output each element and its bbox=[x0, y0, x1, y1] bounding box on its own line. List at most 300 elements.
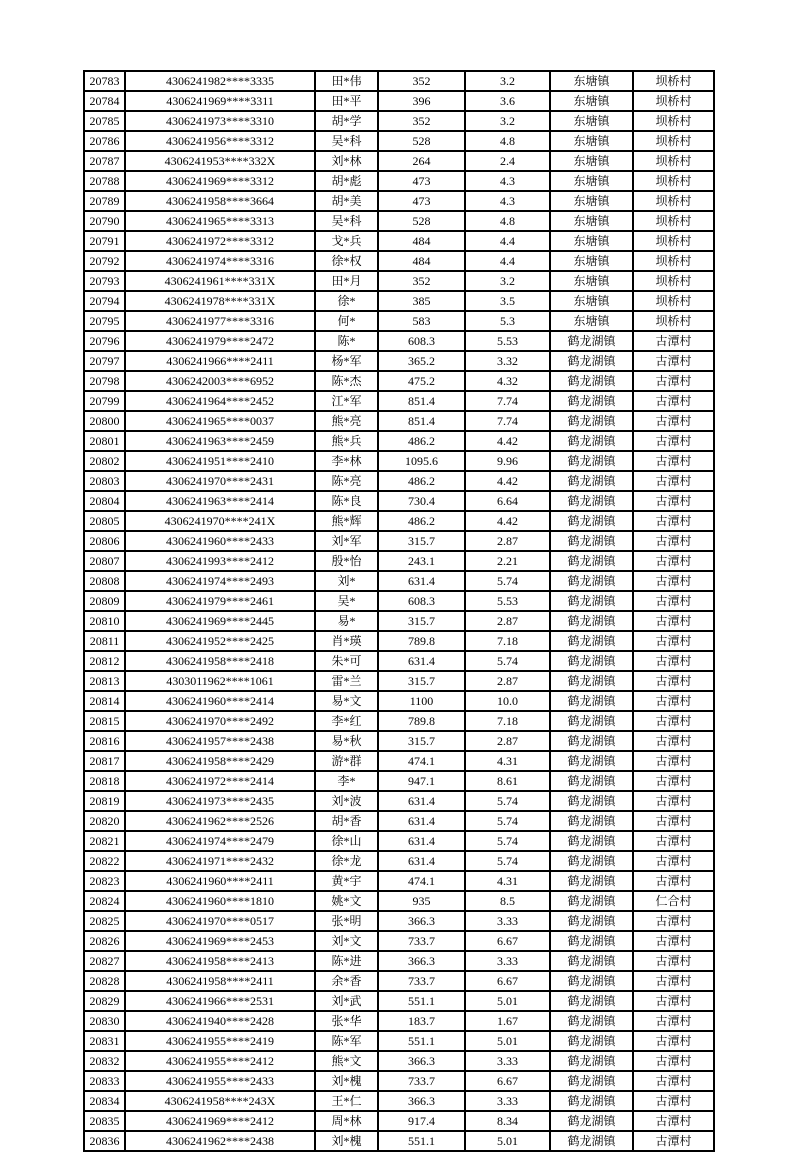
table-cell: 6.67 bbox=[465, 931, 550, 951]
table-cell: 183.7 bbox=[378, 1011, 465, 1031]
table-cell: 20786 bbox=[84, 131, 125, 151]
table-cell: 古潭村 bbox=[633, 411, 714, 431]
table-row bbox=[84, 291, 714, 311]
table-cell: 20826 bbox=[84, 931, 125, 951]
table-cell: 366.3 bbox=[378, 1091, 465, 1111]
table-cell: 733.7 bbox=[378, 1071, 465, 1091]
table-cell: 4.32 bbox=[465, 371, 550, 391]
table-cell: 东塘镇 bbox=[550, 251, 633, 271]
table-cell: 胡*香 bbox=[315, 811, 378, 831]
table-cell: 583 bbox=[378, 311, 465, 331]
table-cell: 鹤龙湖镇 bbox=[550, 751, 633, 771]
table-cell: 鹤龙湖镇 bbox=[550, 491, 633, 511]
table-cell: 4306241972****3312 bbox=[125, 231, 315, 251]
table-row bbox=[84, 851, 714, 871]
table-row bbox=[84, 871, 714, 891]
table-cell: 20811 bbox=[84, 631, 125, 651]
table-cell: 古潭村 bbox=[633, 371, 714, 391]
table-row bbox=[84, 691, 714, 711]
table-cell: 4306241974****3316 bbox=[125, 251, 315, 271]
table-cell: 鹤龙湖镇 bbox=[550, 871, 633, 891]
table-cell: 1.67 bbox=[465, 1011, 550, 1031]
table-cell: 4306241962****2438 bbox=[125, 1131, 315, 1151]
table-cell: 7.74 bbox=[465, 411, 550, 431]
table-cell: 古潭村 bbox=[633, 351, 714, 371]
table-cell: 4306241969****3311 bbox=[125, 91, 315, 111]
table-cell: 古潭村 bbox=[633, 491, 714, 511]
table-cell: 鹤龙湖镇 bbox=[550, 331, 633, 351]
table-cell: 朱*可 bbox=[315, 651, 378, 671]
table-cell: 3.32 bbox=[465, 351, 550, 371]
table-cell: 4.3 bbox=[465, 191, 550, 211]
table-cell: 20789 bbox=[84, 191, 125, 211]
table-cell: 631.4 bbox=[378, 831, 465, 851]
table-cell: 古潭村 bbox=[633, 611, 714, 631]
table-cell: 315.7 bbox=[378, 671, 465, 691]
table-cell: 古潭村 bbox=[633, 391, 714, 411]
table-cell: 20827 bbox=[84, 951, 125, 971]
table-cell: 474.1 bbox=[378, 751, 465, 771]
table-cell: 李* bbox=[315, 771, 378, 791]
table-cell: 608.3 bbox=[378, 331, 465, 351]
table-cell: 古潭村 bbox=[633, 551, 714, 571]
table-cell: 4.31 bbox=[465, 871, 550, 891]
table-cell: 陈*亮 bbox=[315, 471, 378, 491]
table-row bbox=[84, 1011, 714, 1031]
table-cell: 5.74 bbox=[465, 851, 550, 871]
table-cell: 坝桥村 bbox=[633, 191, 714, 211]
table-cell: 古潭村 bbox=[633, 631, 714, 651]
table-cell: 4.31 bbox=[465, 751, 550, 771]
table-cell: 631.4 bbox=[378, 851, 465, 871]
table-cell: 8.61 bbox=[465, 771, 550, 791]
table-cell: 20828 bbox=[84, 971, 125, 991]
table-cell: 东塘镇 bbox=[550, 111, 633, 131]
table-cell: 刘*军 bbox=[315, 531, 378, 551]
table-cell: 余*香 bbox=[315, 971, 378, 991]
table-cell: 4306241982****3335 bbox=[125, 71, 315, 91]
table-cell: 古潭村 bbox=[633, 751, 714, 771]
table-cell: 鹤龙湖镇 bbox=[550, 771, 633, 791]
table-cell: 古潭村 bbox=[633, 791, 714, 811]
table-cell: 刘*文 bbox=[315, 931, 378, 951]
table-cell: 20798 bbox=[84, 371, 125, 391]
table-cell: 2.87 bbox=[465, 611, 550, 631]
table-cell: 鹤龙湖镇 bbox=[550, 691, 633, 711]
table-cell: 古潭村 bbox=[633, 691, 714, 711]
table-row bbox=[84, 531, 714, 551]
table-cell: 鹤龙湖镇 bbox=[550, 1051, 633, 1071]
table-cell: 鹤龙湖镇 bbox=[550, 911, 633, 931]
table-cell: 4306241974****2493 bbox=[125, 571, 315, 591]
table-cell: 古潭村 bbox=[633, 571, 714, 591]
table-cell: 4306241958****2411 bbox=[125, 971, 315, 991]
table-cell: 315.7 bbox=[378, 531, 465, 551]
table-cell: 3.33 bbox=[465, 1091, 550, 1111]
table-cell: 4.42 bbox=[465, 471, 550, 491]
table-cell: 鹤龙湖镇 bbox=[550, 591, 633, 611]
table-row bbox=[84, 951, 714, 971]
table-cell: 古潭村 bbox=[633, 651, 714, 671]
table-cell: 4.4 bbox=[465, 231, 550, 251]
table-cell: 雷*兰 bbox=[315, 671, 378, 691]
table-cell: 东塘镇 bbox=[550, 311, 633, 331]
table-cell: 5.74 bbox=[465, 791, 550, 811]
table-cell: 坝桥村 bbox=[633, 131, 714, 151]
table-cell: 20817 bbox=[84, 751, 125, 771]
table-cell: 551.1 bbox=[378, 1131, 465, 1151]
table-cell: 473 bbox=[378, 171, 465, 191]
table-cell: 江*军 bbox=[315, 391, 378, 411]
table-row bbox=[84, 1071, 714, 1091]
table-cell: 鹤龙湖镇 bbox=[550, 1011, 633, 1031]
table-cell: 鹤龙湖镇 bbox=[550, 551, 633, 571]
table-cell: 20832 bbox=[84, 1051, 125, 1071]
table-cell: 20794 bbox=[84, 291, 125, 311]
table-cell: 杨*军 bbox=[315, 351, 378, 371]
table-row bbox=[84, 791, 714, 811]
table-cell: 徐*权 bbox=[315, 251, 378, 271]
table-cell: 4306241951****2410 bbox=[125, 451, 315, 471]
table-cell: 陈*良 bbox=[315, 491, 378, 511]
table-cell: 鹤龙湖镇 bbox=[550, 1031, 633, 1051]
table-cell: 古潭村 bbox=[633, 1071, 714, 1091]
table-cell: 365.2 bbox=[378, 351, 465, 371]
table-cell: 2.4 bbox=[465, 151, 550, 171]
table-cell: 789.8 bbox=[378, 711, 465, 731]
table-cell: 古潭村 bbox=[633, 1091, 714, 1111]
table-cell: 周*林 bbox=[315, 1111, 378, 1131]
table-row bbox=[84, 371, 714, 391]
table-cell: 20822 bbox=[84, 851, 125, 871]
table-row bbox=[84, 931, 714, 951]
table-cell: 鹤龙湖镇 bbox=[550, 1131, 633, 1151]
table-row bbox=[84, 1111, 714, 1131]
table-cell: 易*文 bbox=[315, 691, 378, 711]
table-cell: 20804 bbox=[84, 491, 125, 511]
table-row bbox=[84, 1051, 714, 1071]
table-cell: 4306241977****3316 bbox=[125, 311, 315, 331]
table-cell: 易*秋 bbox=[315, 731, 378, 751]
table-cell: 东塘镇 bbox=[550, 171, 633, 191]
table-cell: 475.2 bbox=[378, 371, 465, 391]
table-cell: 东塘镇 bbox=[550, 151, 633, 171]
table-cell: 4306241979****2461 bbox=[125, 591, 315, 611]
table-row bbox=[84, 611, 714, 631]
table-row bbox=[84, 1131, 714, 1151]
table-row bbox=[84, 891, 714, 911]
table-cell: 张*明 bbox=[315, 911, 378, 931]
table-cell: 殷*怡 bbox=[315, 551, 378, 571]
table-cell: 鹤龙湖镇 bbox=[550, 571, 633, 591]
table-cell: 5.01 bbox=[465, 991, 550, 1011]
table-cell: 5.74 bbox=[465, 831, 550, 851]
table-cell: 1100 bbox=[378, 691, 465, 711]
table-row bbox=[84, 411, 714, 431]
table-cell: 486.2 bbox=[378, 511, 465, 531]
table-cell: 4306241969****2453 bbox=[125, 931, 315, 951]
table-cell: 4306241969****2412 bbox=[125, 1111, 315, 1131]
table-cell: 5.53 bbox=[465, 591, 550, 611]
table-cell: 20824 bbox=[84, 891, 125, 911]
table-cell: 坝桥村 bbox=[633, 91, 714, 111]
table-cell: 4306241993****2412 bbox=[125, 551, 315, 571]
table-cell: 鹤龙湖镇 bbox=[550, 1091, 633, 1111]
table-cell: 古潭村 bbox=[633, 711, 714, 731]
table-cell: 4306241969****3312 bbox=[125, 171, 315, 191]
table-cell: 4306241955****2412 bbox=[125, 1051, 315, 1071]
table-row bbox=[84, 171, 714, 191]
table-cell: 20796 bbox=[84, 331, 125, 351]
table-row bbox=[84, 491, 714, 511]
table-cell: 刘*武 bbox=[315, 991, 378, 1011]
table-cell: 5.74 bbox=[465, 651, 550, 671]
table-cell: 鹤龙湖镇 bbox=[550, 791, 633, 811]
table-cell: 7.18 bbox=[465, 711, 550, 731]
table-cell: 游*群 bbox=[315, 751, 378, 771]
table-cell: 陈*军 bbox=[315, 1031, 378, 1051]
table-cell: 4306241955****2433 bbox=[125, 1071, 315, 1091]
table-row bbox=[84, 191, 714, 211]
table-cell: 徐* bbox=[315, 291, 378, 311]
table-cell: 4303011962****1061 bbox=[125, 671, 315, 691]
table-cell: 6.64 bbox=[465, 491, 550, 511]
table-cell: 坝桥村 bbox=[633, 211, 714, 231]
table-cell: 5.01 bbox=[465, 1031, 550, 1051]
table-cell: 8.5 bbox=[465, 891, 550, 911]
table-row bbox=[84, 591, 714, 611]
table-row bbox=[84, 751, 714, 771]
table-cell: 鹤龙湖镇 bbox=[550, 811, 633, 831]
table-cell: 鹤龙湖镇 bbox=[550, 531, 633, 551]
table-cell: 古潭村 bbox=[633, 1011, 714, 1031]
table-cell: 20823 bbox=[84, 871, 125, 891]
table-cell: 鹤龙湖镇 bbox=[550, 431, 633, 451]
table-cell: 4306241978****331X bbox=[125, 291, 315, 311]
table-cell: 4306241972****2414 bbox=[125, 771, 315, 791]
table-cell: 4306241966****2531 bbox=[125, 991, 315, 1011]
table-cell: 李*红 bbox=[315, 711, 378, 731]
table-cell: 刘*槐 bbox=[315, 1131, 378, 1151]
table-cell: 陈*杰 bbox=[315, 371, 378, 391]
table-cell: 733.7 bbox=[378, 931, 465, 951]
table-row bbox=[84, 911, 714, 931]
table-cell: 20799 bbox=[84, 391, 125, 411]
table-cell: 古潭村 bbox=[633, 431, 714, 451]
table-cell: 4306241940****2428 bbox=[125, 1011, 315, 1031]
table-row bbox=[84, 651, 714, 671]
table-cell: 鹤龙湖镇 bbox=[550, 991, 633, 1011]
table-cell: 4306241973****3310 bbox=[125, 111, 315, 131]
table-cell: 4306241973****2435 bbox=[125, 791, 315, 811]
table-cell: 鹤龙湖镇 bbox=[550, 951, 633, 971]
table-cell: 古潭村 bbox=[633, 811, 714, 831]
table-cell: 935 bbox=[378, 891, 465, 911]
table-cell: 坝桥村 bbox=[633, 251, 714, 271]
table-row bbox=[84, 451, 714, 471]
table-row bbox=[84, 251, 714, 271]
table-cell: 4306241962****2526 bbox=[125, 811, 315, 831]
table-cell: 王*仁 bbox=[315, 1091, 378, 1111]
table-cell: 20831 bbox=[84, 1031, 125, 1051]
table-cell: 474.1 bbox=[378, 871, 465, 891]
table-cell: 鹤龙湖镇 bbox=[550, 1111, 633, 1131]
table-cell: 仁合村 bbox=[633, 891, 714, 911]
table-cell: 4.42 bbox=[465, 431, 550, 451]
table-cell: 古潭村 bbox=[633, 671, 714, 691]
table-cell: 851.4 bbox=[378, 391, 465, 411]
table-row bbox=[84, 811, 714, 831]
table-body bbox=[84, 71, 714, 1151]
table-cell: 4306241960****1810 bbox=[125, 891, 315, 911]
table-cell: 古潭村 bbox=[633, 831, 714, 851]
table-cell: 4306241956****3312 bbox=[125, 131, 315, 151]
table-cell: 4306241966****2411 bbox=[125, 351, 315, 371]
table-cell: 刘* bbox=[315, 571, 378, 591]
table-cell: 鹤龙湖镇 bbox=[550, 631, 633, 651]
table-cell: 李*林 bbox=[315, 451, 378, 471]
table-cell: 3.33 bbox=[465, 951, 550, 971]
table-cell: 4306241958****2418 bbox=[125, 651, 315, 671]
table-cell: 366.3 bbox=[378, 911, 465, 931]
table-cell: 鹤龙湖镇 bbox=[550, 471, 633, 491]
table-cell: 20819 bbox=[84, 791, 125, 811]
table-cell: 吴*科 bbox=[315, 131, 378, 151]
table-cell: 20784 bbox=[84, 91, 125, 111]
table-cell: 古潭村 bbox=[633, 1051, 714, 1071]
table-cell: 631.4 bbox=[378, 651, 465, 671]
table-cell: 20808 bbox=[84, 571, 125, 591]
table-cell: 20835 bbox=[84, 1111, 125, 1131]
table-cell: 20829 bbox=[84, 991, 125, 1011]
table-cell: 黄*宇 bbox=[315, 871, 378, 891]
table-cell: 东塘镇 bbox=[550, 291, 633, 311]
table-cell: 917.4 bbox=[378, 1111, 465, 1131]
table-cell: 631.4 bbox=[378, 791, 465, 811]
table-cell: 4306241969****2445 bbox=[125, 611, 315, 631]
table-cell: 古潭村 bbox=[633, 1131, 714, 1151]
table-row bbox=[84, 1031, 714, 1051]
table-cell: 3.5 bbox=[465, 291, 550, 311]
table-cell: 4306241970****2431 bbox=[125, 471, 315, 491]
table-row bbox=[84, 91, 714, 111]
table-cell: 古潭村 bbox=[633, 871, 714, 891]
table-cell: 古潭村 bbox=[633, 531, 714, 551]
table-cell: 坝桥村 bbox=[633, 111, 714, 131]
subsidy-table bbox=[83, 70, 715, 1152]
table-cell: 20810 bbox=[84, 611, 125, 631]
table-cell: 4306241960****2411 bbox=[125, 871, 315, 891]
table-cell: 20790 bbox=[84, 211, 125, 231]
table-cell: 7.18 bbox=[465, 631, 550, 651]
table-cell: 366.3 bbox=[378, 1051, 465, 1071]
table-cell: 528 bbox=[378, 131, 465, 151]
table-cell: 8.34 bbox=[465, 1111, 550, 1131]
table-cell: 4.8 bbox=[465, 211, 550, 231]
table-row bbox=[84, 831, 714, 851]
table-cell: 东塘镇 bbox=[550, 271, 633, 291]
table-cell: 张*华 bbox=[315, 1011, 378, 1031]
table-cell: 易* bbox=[315, 611, 378, 631]
table-cell: 鹤龙湖镇 bbox=[550, 371, 633, 391]
table-cell: 鹤龙湖镇 bbox=[550, 651, 633, 671]
table-cell: 田*月 bbox=[315, 271, 378, 291]
table-cell: 20802 bbox=[84, 451, 125, 471]
table-cell: 4306241955****2419 bbox=[125, 1031, 315, 1051]
table-row bbox=[84, 571, 714, 591]
table-cell: 鹤龙湖镇 bbox=[550, 391, 633, 411]
table-cell: 坝桥村 bbox=[633, 71, 714, 91]
table-cell: 鹤龙湖镇 bbox=[550, 1071, 633, 1091]
table-cell: 20820 bbox=[84, 811, 125, 831]
table-row bbox=[84, 731, 714, 751]
table-cell: 东塘镇 bbox=[550, 191, 633, 211]
table-cell: 东塘镇 bbox=[550, 211, 633, 231]
table-cell: 刘*林 bbox=[315, 151, 378, 171]
table-cell: 熊*亮 bbox=[315, 411, 378, 431]
table-cell: 4.4 bbox=[465, 251, 550, 271]
table-cell: 何* bbox=[315, 311, 378, 331]
table-cell: 鹤龙湖镇 bbox=[550, 411, 633, 431]
table-cell: 20814 bbox=[84, 691, 125, 711]
table-cell: 胡*美 bbox=[315, 191, 378, 211]
table-cell: 4306241979****2472 bbox=[125, 331, 315, 351]
table-cell: 20795 bbox=[84, 311, 125, 331]
table-cell: 4306241960****2414 bbox=[125, 691, 315, 711]
table-cell: 鹤龙湖镇 bbox=[550, 891, 633, 911]
table-cell: 古潭村 bbox=[633, 951, 714, 971]
table-cell: 古潭村 bbox=[633, 931, 714, 951]
table-cell: 4306241964****2452 bbox=[125, 391, 315, 411]
table-cell: 坝桥村 bbox=[633, 151, 714, 171]
table-row bbox=[84, 991, 714, 1011]
table-cell: 20825 bbox=[84, 911, 125, 931]
table-cell: 4306241958****2429 bbox=[125, 751, 315, 771]
table-cell: 3.6 bbox=[465, 91, 550, 111]
table-cell: 姚*文 bbox=[315, 891, 378, 911]
table-cell: 631.4 bbox=[378, 811, 465, 831]
table-cell: 东塘镇 bbox=[550, 231, 633, 251]
table-cell: 4.8 bbox=[465, 131, 550, 151]
table-cell: 486.2 bbox=[378, 471, 465, 491]
table-cell: 古潭村 bbox=[633, 331, 714, 351]
table-cell: 20785 bbox=[84, 111, 125, 131]
table-row bbox=[84, 151, 714, 171]
table-cell: 坝桥村 bbox=[633, 231, 714, 251]
table-cell: 4306241957****2438 bbox=[125, 731, 315, 751]
table-cell: 鹤龙湖镇 bbox=[550, 451, 633, 471]
table-cell: 坝桥村 bbox=[633, 171, 714, 191]
table-cell: 4306241971****2432 bbox=[125, 851, 315, 871]
table-cell: 243.1 bbox=[378, 551, 465, 571]
table-cell: 古潭村 bbox=[633, 911, 714, 931]
table-cell: 4306241960****2433 bbox=[125, 531, 315, 551]
table-cell: 20818 bbox=[84, 771, 125, 791]
table-row bbox=[84, 671, 714, 691]
table-cell: 陈*进 bbox=[315, 951, 378, 971]
table-cell: 20807 bbox=[84, 551, 125, 571]
table-cell: 4306241965****3313 bbox=[125, 211, 315, 231]
table-cell: 20813 bbox=[84, 671, 125, 691]
table-cell: 5.01 bbox=[465, 1131, 550, 1151]
table-cell: 4306241963****2414 bbox=[125, 491, 315, 511]
table-cell: 551.1 bbox=[378, 991, 465, 1011]
table-row bbox=[84, 231, 714, 251]
table-cell: 4.3 bbox=[465, 171, 550, 191]
table-cell: 古潭村 bbox=[633, 771, 714, 791]
table-cell: 4306241963****2459 bbox=[125, 431, 315, 451]
table-row bbox=[84, 351, 714, 371]
